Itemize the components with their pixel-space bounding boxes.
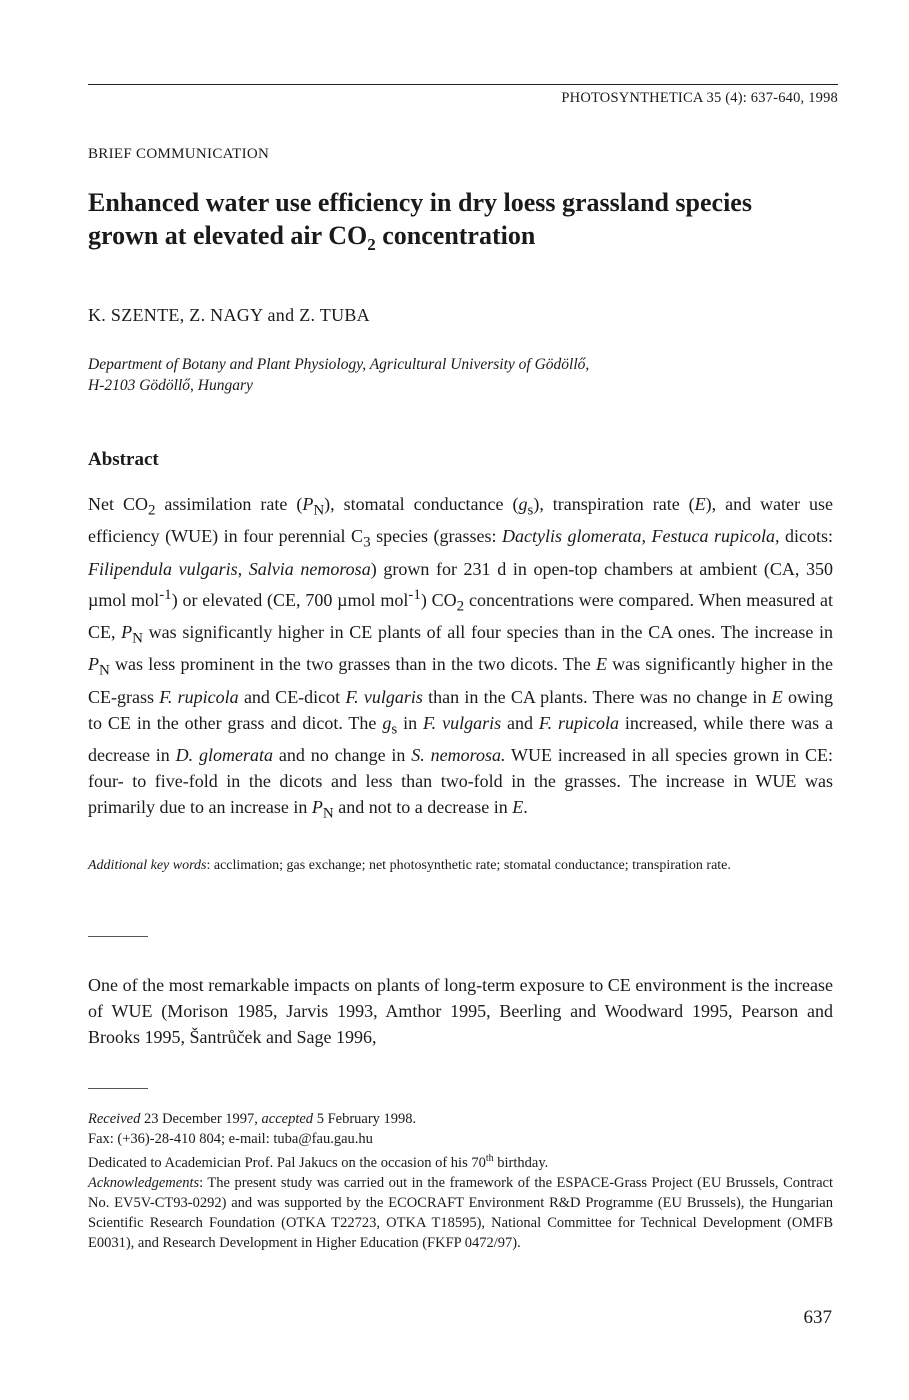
footnotes [88,1109,833,1253]
affiliation-line-1: Department of Botany and Plant Physiology, Agricultural University of Gödöllő, [88,356,590,373]
keywords: Additional key words: acclimation; gas exchange; net photosynthetic rate; stomatal conductance; transpiration rate. [88,858,731,873]
header-rule [88,84,838,85]
title-line-1: Enhanced water use efficiency in dry loess grassland species [88,188,752,217]
author-list: K. SZENTE, Z. NAGY and Z. TUBA [88,305,370,325]
affiliation [88,354,828,396]
acknowledgements-note: Acknowledgements: The present study was carried out in the framework of the ESPACE-Grass Project (EU Brussels, Contract No. EV5V-CT93-0292) and was supported by the ECOCRAFT Environment R&D Programme (EU Brussels), the Hungarian Scientific Research Foundation (OTKA T22723, OTKA T18595), National Committee for Technical Development (OMFB E0031), and Research Development in Higher Education (FKFP 0472/97). [88,1174,833,1251]
abstract-heading: Abstract [88,449,159,470]
footnote-rule [88,1088,148,1089]
journal-reference: PHOTOSYNTHETICA 35 (4): 637-640, 1998 [561,90,838,106]
abstract-body: Net $CO_2$ assimilation rate $(P_N)$, stomatal conductance $(g_s)$, transpiration rate (E), and water use efficiency (WUE) in four perennial $C_3$ species (grasses: Dactylis glomerata, Festuca rupicola, dicots: Filipendula vulgaris, Salvia nemorosa) grown for 231 d in open-top chambers at ambient (CA, 350 µmol mol$^{-1}$) or elevated (CE, 700 µmol mol$^{-1}$) $CO_2$ concentrations were compared. When measured at CE, $P_N$ was significantly higher in CE plants of all four species than in the CA ones. The increase in $P_N$ was less prominent in the two grasses than in the two dicots. The E was significantly higher in the CE-grass F. rupicola and CE-dicot F. vulgaris than in the CA plants. There was no change in E owing to CE in the other grass and dicot. The $g_s$ in F. vulgaris and F. rupicola increased, while there was a decrease in D. glomerata and no change in S. nemorosa. WUE increased in all species grown in CE: four- to five-fold in the dicots and less than two-fold in the grasses. The increase in WUE was primarily due to an increase in $P_N$ and not to a decrease in E. [88,494,834,822]
section-divider [88,936,148,937]
intro-paragraph: One of the most remarkable impacts on plants of long-term exposure to CE environment is the increase of WUE (Morison 1985, Jarvis 1993, Amthor 1995, Beerling and Woodward 1995, Pearson and Brooks 1995, Šantrůček and Sage 1996, [88,975,833,1047]
title-line-2: grown at elevated air $CO_2$ concentration [88,221,536,255]
received-note: Received 23 December 1997, accepted 5 February 1998. [88,1111,417,1127]
affiliation-line-2: H-2103 Gödöllő, Hungary [88,377,253,394]
contact-note: Fax: (+36)-28-410 804; e-mail: tuba@fau.gau.hu [88,1131,373,1147]
page-number: 637 [803,1307,832,1328]
dedication-note: Dedicated to Academician Prof. Pal Jakucs on the occasion of his 70th birthday. [88,1153,549,1171]
paper-title [88,186,848,261]
section-label: BRIEF COMMUNICATION [88,146,270,162]
